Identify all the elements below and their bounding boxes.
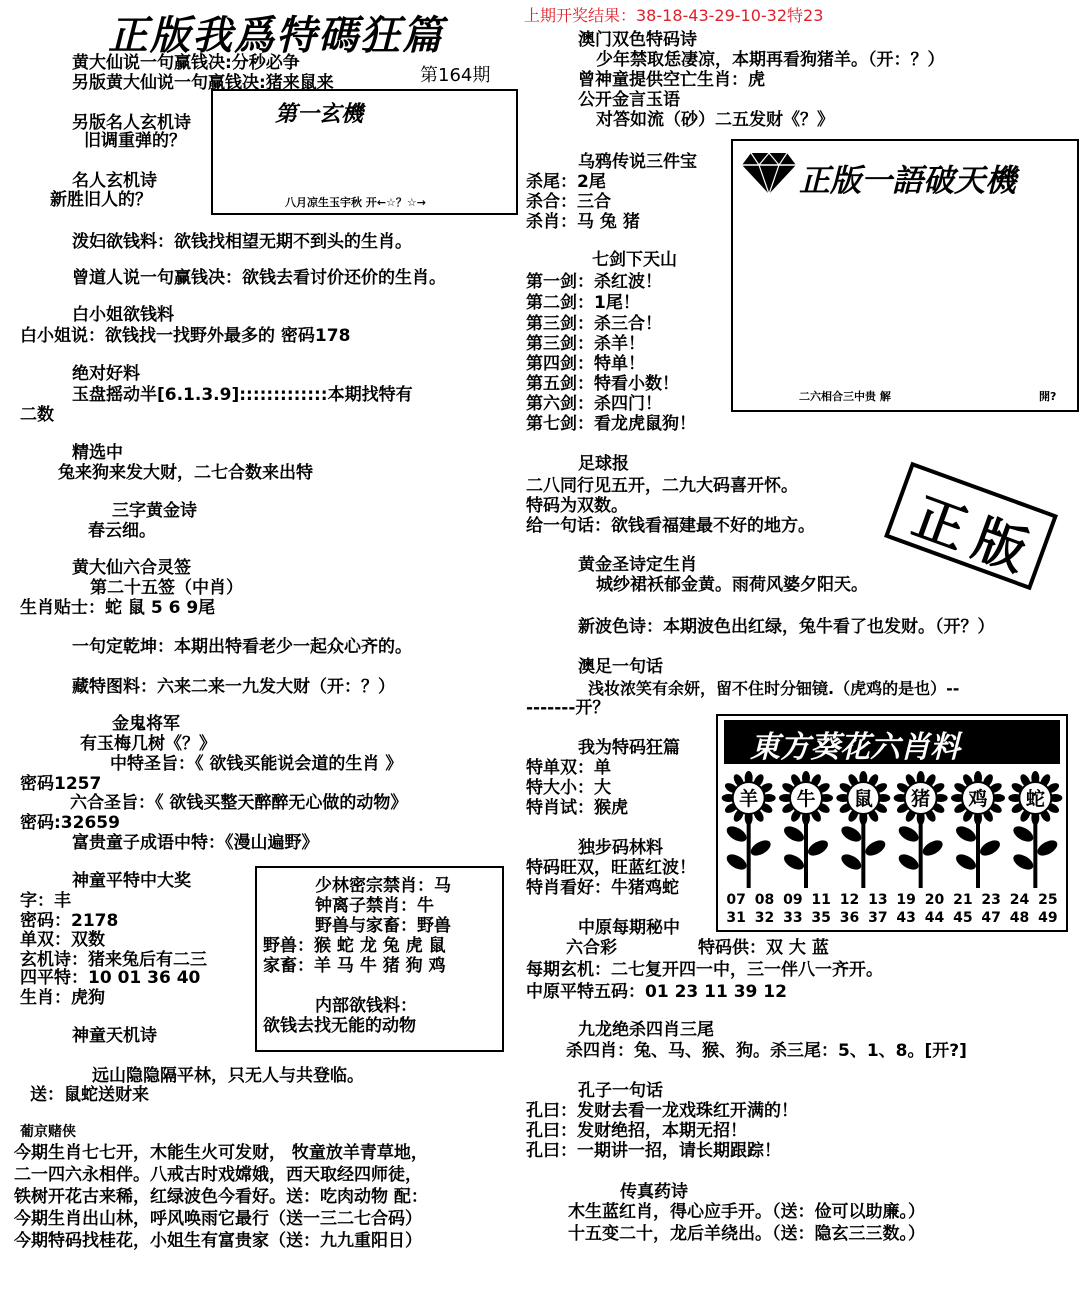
right-line: 少年禁取恁凄凉，本期再看狗猪羊。（开：？） xyxy=(596,50,945,70)
left-line: 曾道人说一句赢钱决：欲钱去看讨价还价的生肖。 xyxy=(72,268,446,288)
right-line: 孔曰：发财绝招，本期无招！ xyxy=(526,1121,747,1141)
left-line: 一句定乾坤：本期出特看老少一起众心齐的。 xyxy=(72,637,412,657)
left-line: 生肖：虎狗 xyxy=(20,988,105,1008)
left-line: 字：丰 xyxy=(20,891,71,911)
right-line: 杀合：三合 xyxy=(526,192,611,212)
right-line: 中原平特五码：01 23 11 39 12 xyxy=(526,982,787,1002)
left-line: 另版名人玄机诗 xyxy=(72,113,191,133)
left-line: 远山隐隐隔平林，只无人与共登临。 xyxy=(92,1066,364,1086)
number-cell: 33 xyxy=(783,910,803,926)
right-line: 孔子一句话 xyxy=(578,1081,663,1101)
right-line: 浅妆浓笑有余妍，留不住时分钿镜.（虎鸡的是也）-- xyxy=(588,679,960,698)
right-line: 传真药诗 xyxy=(620,1182,688,1202)
zodiac-label: 鼠 xyxy=(853,788,873,810)
issue-number: 第164期 xyxy=(420,65,491,86)
left-line: 二一四六永相伴。八戒古时戏嫦娥，西天取经四师徒， xyxy=(14,1165,422,1185)
right-line: 每期玄机：二七复开四一中，三一伴八一齐开。 xyxy=(526,960,883,980)
number-cell: 21 xyxy=(953,892,973,908)
right-line: 乌鸦传说三件宝 xyxy=(578,152,697,172)
left-line: 密码:32659 xyxy=(20,813,120,833)
zodiac-label: 鸡 xyxy=(968,788,988,810)
right-line: 我为特码狂篇 xyxy=(578,738,680,758)
number-cell: 47 xyxy=(981,910,1001,926)
left-line: 兔来狗来发大财，二七合数来出特 xyxy=(58,463,313,483)
number-cell: 07 xyxy=(726,892,746,908)
left-line: 富贵童子成语中特：《漫山遍野》 xyxy=(72,833,319,853)
left-line: 六合圣旨：《 欲钱买整天醉醉无心做的动物》 xyxy=(70,793,408,813)
flower-title: 東方葵花六肖料 xyxy=(750,730,960,765)
left-line: 葡京赌侠 xyxy=(20,1124,76,1140)
right-line: 第五剑：特看小数！ xyxy=(526,374,679,394)
number-row-2 xyxy=(722,910,1062,928)
number-cell: 23 xyxy=(981,892,1001,908)
shaolin-line: 少林密宗禁肖：马 xyxy=(315,876,451,896)
right-line: 对答如流（砂）二五发财《？》 xyxy=(596,110,834,130)
left-line: 中特圣旨：《 欲钱买能说会道的生肖 》 xyxy=(110,754,403,774)
right-line: 特肖看好：牛猪鸡蛇 xyxy=(526,878,679,898)
number-cell: 08 xyxy=(754,892,775,908)
right-line: 特单双：单 xyxy=(526,758,611,778)
left-line: 送：鼠蛇送财来 xyxy=(30,1085,149,1105)
right-line: 十五变二十，龙后羊绕出。（送：隐玄三三数。） xyxy=(568,1224,925,1244)
left-line: 白小姐欲钱料 xyxy=(72,305,174,325)
number-cell: 48 xyxy=(1009,910,1030,926)
right-line: 第二剑：1尾！ xyxy=(526,293,640,313)
number-cell: 49 xyxy=(1038,910,1058,926)
right-line: 独步码林料 xyxy=(578,838,663,858)
right-line: 第三剑：杀羊！ xyxy=(526,334,645,354)
masthead-title: 正版我爲特碼狂篇 xyxy=(108,12,444,59)
left-line: 精选中 xyxy=(72,443,123,463)
right-line: 澳门双色特码诗 xyxy=(578,30,697,50)
shaolin-line: 野兽：猴 蛇 龙 兔 虎 鼠 xyxy=(263,936,446,956)
left-line: 密码1257 xyxy=(20,774,102,794)
yiyu-foot-right: 開? xyxy=(1039,390,1057,403)
right-line: 特码旺双，旺蓝红波！ xyxy=(526,858,696,878)
left-line: 金鬼将军 xyxy=(112,714,180,734)
number-cell: 32 xyxy=(754,910,775,926)
left-line: 密码：2178 xyxy=(20,911,119,931)
sunflower xyxy=(836,771,890,888)
left-line: 春云细。 xyxy=(88,521,156,541)
number-cell: 11 xyxy=(811,892,831,908)
xuanji-foot: 八月凉生玉宇秋 开←☆？☆→ xyxy=(285,196,426,209)
left-line: 藏特图料：六来二来一九发大财（开：？） xyxy=(72,677,395,697)
number-cell: 20 xyxy=(924,892,945,908)
sunflower xyxy=(951,771,1005,888)
number-cell: 45 xyxy=(953,910,973,926)
shaolin-box xyxy=(255,866,504,1052)
sunflower xyxy=(894,771,948,888)
right-line: 孔曰：发财去看一龙戏珠红开满的！ xyxy=(526,1101,798,1121)
flower-row xyxy=(720,764,1064,888)
number-cell: 24 xyxy=(1009,892,1030,908)
right-line: 黄金圣诗定生肖 xyxy=(578,555,697,575)
number-cell: 37 xyxy=(868,910,888,926)
number-cell: 36 xyxy=(839,910,860,926)
yiyu-title: 正版一語破天機 xyxy=(799,163,1016,199)
right-line: 第四剑：特单！ xyxy=(526,354,645,374)
diamond-icon xyxy=(741,151,797,195)
shaolin-line: 野兽与家畜：野兽 xyxy=(315,916,451,936)
right-line: 孔曰：一期讲一招，请长期跟踪！ xyxy=(526,1141,781,1161)
sunflower xyxy=(779,771,833,888)
xuanji-box xyxy=(211,89,518,215)
number-cell: 44 xyxy=(924,910,945,926)
left-line: 玉盘摇动半[6.1.3.9]:::::::::::::本期找特有 xyxy=(72,385,413,405)
right-line: 特码为双数。 xyxy=(526,496,628,516)
right-line: -------开？ xyxy=(526,698,610,718)
left-line: 有玉梅几树《？》 xyxy=(80,734,216,754)
right-line: 城纱裙袄郁金黄。雨荷风婆夕阳天。 xyxy=(596,575,868,595)
last-result: 上期开奖结果：38-18-43-29-10-32特23 xyxy=(524,6,824,25)
number-cell: 12 xyxy=(839,892,860,908)
right-line: 澳足一句话 xyxy=(578,657,663,677)
number-cell: 43 xyxy=(896,910,916,926)
sunflower-graphic xyxy=(720,764,1064,888)
left-line: 生肖贴士：蛇 鼠 5 6 9尾 xyxy=(20,598,216,618)
left-line: 黄大仙六合灵签 xyxy=(72,558,191,578)
shaolin-line: 钟离子禁肖：牛 xyxy=(315,896,434,916)
left-line: 今期特码找桂花，小姐生有富贵家（送：九九重阳日） xyxy=(14,1231,422,1251)
left-line: 四平特：10 01 36 40 xyxy=(20,968,201,988)
right-line: 木生蓝红肖，得心应手开。（送：俭可以助廉。） xyxy=(568,1202,925,1222)
sunflower xyxy=(1008,771,1062,888)
left-line: 第二十五签（中肖） xyxy=(90,578,243,598)
stamp-text: 正版 xyxy=(905,486,1047,588)
number-cell: 35 xyxy=(811,910,831,926)
left-line: 新胜旧人的？ xyxy=(50,190,152,210)
zodiac-label: 蛇 xyxy=(1025,788,1045,810)
right-line: 曾神童提供空亡生肖：虎 xyxy=(578,70,765,90)
zodiac-label: 牛 xyxy=(796,788,816,810)
shaolin-line: 家畜：羊 马 牛 猪 狗 鸡 xyxy=(263,956,446,976)
flower-header xyxy=(724,720,1060,764)
right-line: 公开金言玉语 xyxy=(578,90,680,110)
left-line: 三字黄金诗 xyxy=(112,501,197,521)
right-line: 杀四肖：兔、马、猴、狗。杀三尾：5、1、8。[开?] xyxy=(566,1041,967,1061)
left-line: 今期生肖出山林，呼风唤雨它最行（送一三二七合码） xyxy=(14,1209,422,1229)
left-line: 二数 xyxy=(20,405,54,425)
zodiac-label: 猪 xyxy=(911,788,931,810)
zhengban-stamp xyxy=(884,462,1058,591)
right-line: 第六剑：杀四门！ xyxy=(526,394,662,414)
right-line: 特码供：双 大 蓝 xyxy=(698,938,829,958)
shaolin-line: 内部欲钱料： xyxy=(315,996,417,1016)
right-line: 六合彩 xyxy=(566,938,617,958)
left-line: 旧调重弹的？ xyxy=(84,131,186,151)
sunflower xyxy=(722,771,776,888)
right-line: 七剑下天山 xyxy=(592,250,677,270)
right-line: 中原每期秘中 xyxy=(578,918,680,938)
number-cell: 13 xyxy=(868,892,888,908)
right-line: 特肖试：猴虎 xyxy=(526,798,628,818)
shaolin-line: 欲钱去找无能的动物 xyxy=(263,1016,416,1036)
xuanji-title: 第一玄機 xyxy=(275,101,364,127)
yiyu-foot-left: 二六相合三中贵 解 xyxy=(799,390,891,403)
right-line: 杀尾：2尾 xyxy=(526,172,606,192)
left-line: 铁树开花古来稀，红绿波色今看好。送：吃肉动物 配： xyxy=(14,1187,428,1207)
right-line: 二八同行见五开，二九大码喜开怀。 xyxy=(526,476,798,496)
left-line: 名人玄机诗 xyxy=(72,171,157,191)
left-line: 今期生肖七七开，木能生火可发财， 牧童放羊青草地， xyxy=(14,1143,428,1163)
left-line: 单双：双数 xyxy=(20,930,105,950)
left-line: 神童天机诗 xyxy=(72,1026,157,1046)
right-line: 新波色诗：本期波色出红绿，兔牛看了也发财。（开？） xyxy=(578,617,995,637)
left-line: 神童平特中大奖 xyxy=(72,871,191,891)
right-line: 第七剑：看龙虎鼠狗！ xyxy=(526,414,696,434)
number-cell: 25 xyxy=(1038,892,1058,908)
right-line: 杀肖：马 兔 猪 xyxy=(526,212,640,232)
left-line: 另版黄大仙说一句赢钱决:猪来鼠来 xyxy=(72,73,334,93)
yiyu-box xyxy=(731,139,1079,412)
zodiac-label: 羊 xyxy=(739,788,759,810)
right-line: 给一句话：欲钱看福建最不好的地方。 xyxy=(526,516,815,536)
left-line: 玄机诗：猪来兔后有二三 xyxy=(20,950,207,970)
number-cell: 31 xyxy=(726,910,746,926)
left-line: 泼妇欲钱料：欲钱找相望无期不到头的生肖。 xyxy=(72,232,412,252)
number-cell: 19 xyxy=(896,892,916,908)
left-line: 黄大仙说一句赢钱决:分秒必争 xyxy=(72,53,300,73)
number-row-1 xyxy=(722,892,1062,910)
left-line: 绝对好料 xyxy=(72,364,140,384)
right-line: 九龙绝杀四肖三尾 xyxy=(578,1020,714,1040)
right-line: 第三剑：杀三合！ xyxy=(526,314,662,334)
right-line: 足球报 xyxy=(578,454,629,474)
left-line: 白小姐说：欲钱找一找野外最多的 密码178 xyxy=(20,326,351,346)
number-cell: 09 xyxy=(783,892,803,908)
flower-box xyxy=(716,714,1068,932)
right-line: 特大小：大 xyxy=(526,778,611,798)
right-line: 第一剑：杀红波！ xyxy=(526,272,662,292)
